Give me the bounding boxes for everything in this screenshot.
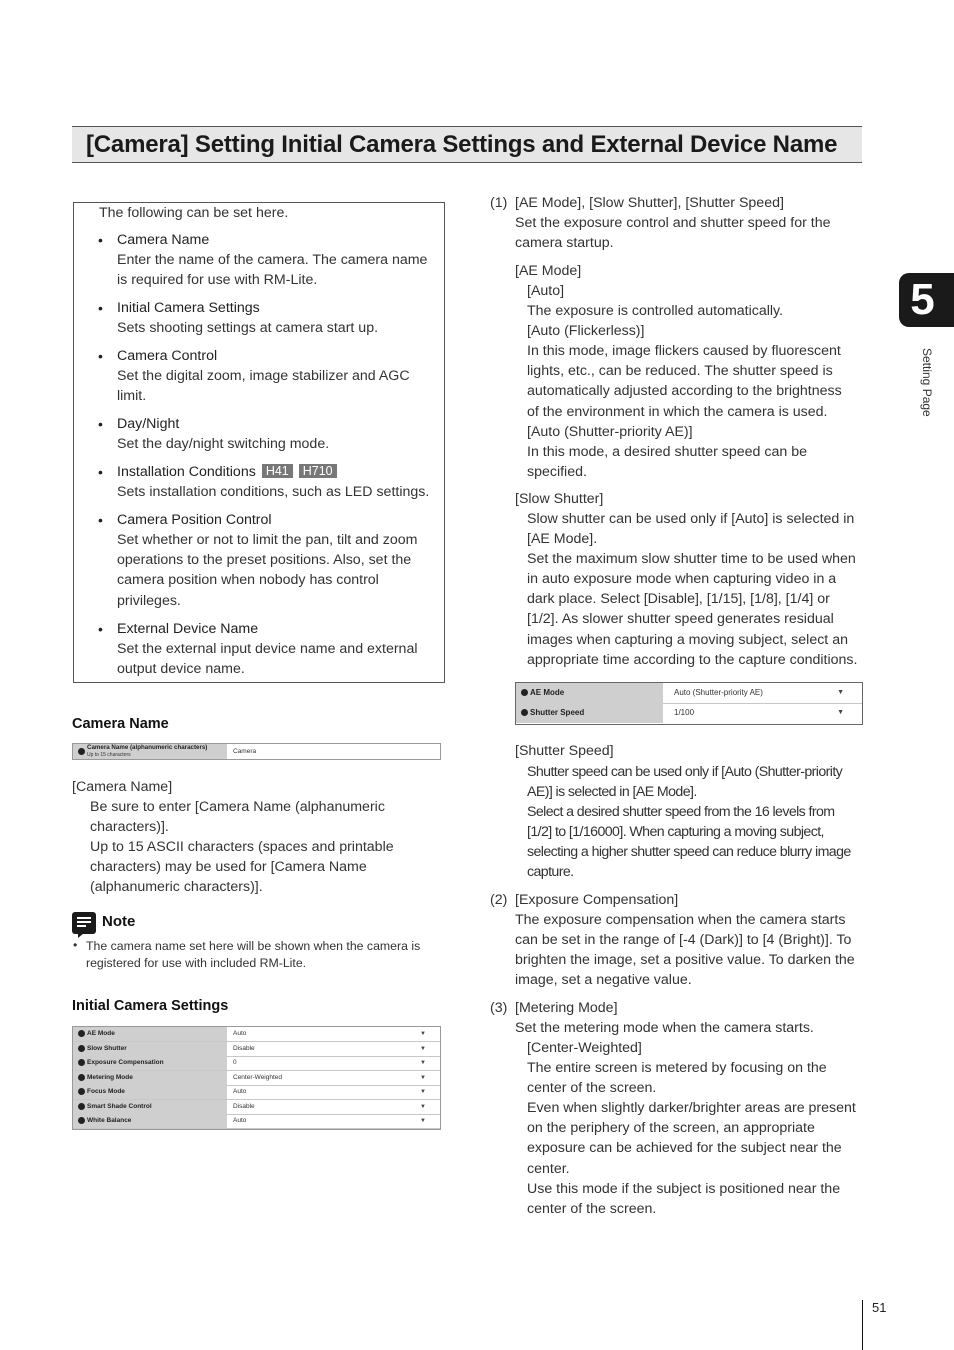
section-1-number: (1) xyxy=(490,195,508,211)
note-icon xyxy=(72,912,96,934)
info-icon xyxy=(78,1088,85,1095)
center-weighted-description: [Center-Weighted] The entire screen is metered by focusing on the center of the screen. Even when slightly darker/brighter areas are present on the periphery of the screen, an appropriate exposure can be achieved for the subject near the center. Use this mode if the subject is positioned near the center of the screen. xyxy=(527,1040,856,1217)
summary-item-title: Camera Control xyxy=(117,348,218,364)
summary-item-title: Camera Name xyxy=(117,232,210,248)
setting-row-shutter-speed[interactable]: Shutter Speed 1/100 ▼ xyxy=(516,703,862,723)
dropdown-arrow-icon: ▼ xyxy=(420,1118,426,1124)
info-icon xyxy=(78,748,85,755)
info-icon xyxy=(78,1045,85,1052)
info-icon xyxy=(78,1030,85,1037)
ae-mode-description: [Auto] The exposure is controlled automatically. [Auto (Flickerless)] In this mode, image flickers caused by fluorescent lights, etc., can be reduced. The shutter speed is automatically adjusted according to the brightness of the environment in which the camera is used. [Auto (Shutter-priority AE)] In this mode, a desired shutter speed can be specified. xyxy=(527,283,842,480)
chapter-label xyxy=(920,348,934,428)
info-icon xyxy=(78,1059,85,1066)
dropdown-arrow-icon: ▼ xyxy=(420,1045,426,1052)
camera-name-label: Camera Name (alphanumeric characters) xyxy=(87,744,208,751)
page-rule xyxy=(862,1300,863,1350)
section-3-title: [Metering Mode] xyxy=(515,1000,618,1016)
summary-item-title: Camera Position Control xyxy=(117,512,272,528)
section-2-title: [Exposure Compensation] xyxy=(515,892,679,908)
page-title: [Camera] Setting Initial Camera Settings and External Device Name xyxy=(86,131,838,158)
shutter-speed-title: [Shutter Speed] xyxy=(515,743,614,759)
note-text: The camera name set here will be shown when the camera is registered for use with included RM-Lite. xyxy=(86,939,421,970)
section-3-number: (3) xyxy=(490,1000,508,1016)
summary-item-title: Installation Conditions H41 H710 xyxy=(117,462,442,482)
section-2-number: (2) xyxy=(490,892,508,908)
section-1-title: [AE Mode], [Slow Shutter], [Shutter Speed] xyxy=(515,195,784,211)
section-2-description: The exposure compensation when the camera starts can be set in the range of [-4 (Dark)] to [4 (Bright)]. To brighten the image, set a positive value. To darken the image, set a negative value. xyxy=(515,912,855,989)
shutter-speed-description: Shutter speed can be used only if [Auto (Shutter-priority AE)] is selected in [AE Mode]. Select a desired shutter speed from the 16 levels from [1/2] to [1/16000]. When capturing a moving subject, selecting a higher shutter speed can reduce blurry image capture. xyxy=(527,764,851,881)
summary-item-desc: Enter the name of the camera. The camera name is required for use with RM-Lite. xyxy=(117,252,428,289)
chapter-tab xyxy=(899,273,954,327)
info-icon xyxy=(78,1117,85,1124)
initial-settings-heading: Initial Camera Settings xyxy=(72,998,229,1014)
bullet-icon: • xyxy=(98,621,103,637)
bullet-icon: • xyxy=(98,416,103,432)
dropdown-arrow-icon: ▼ xyxy=(420,1060,426,1066)
summary-item-title: External Device Name xyxy=(117,621,259,637)
setting-row-slow-shutter[interactable]: Slow Shutter Disable ▼ xyxy=(73,1042,440,1057)
setting-row-ae-mode[interactable]: AE Mode Auto (Shutter-priority AE) ▼ xyxy=(516,683,862,704)
summary-item-desc: Set whether or not to limit the pan, tilt and zoom operations to the preset positions. Also, set the camera position when nobody has control privileges. xyxy=(117,532,418,609)
info-icon xyxy=(78,1103,85,1110)
setting-row-ae-mode[interactable]: AE Mode Auto ▼ xyxy=(73,1027,440,1042)
chapter-label-text: Setting Page xyxy=(920,348,934,417)
summary-item-desc: Sets installation conditions, such as LED settings. xyxy=(117,484,430,500)
summary-item-desc: Set the digital zoom, image stabilizer and AGC limit. xyxy=(117,368,410,405)
chapter-number: 5 xyxy=(910,275,935,324)
slow-shutter-title: [Slow Shutter] xyxy=(515,491,604,507)
info-icon xyxy=(521,709,528,716)
section-1-description: Set the exposure control and shutter speed for the camera startup. xyxy=(515,215,831,252)
dropdown-arrow-icon: ▼ xyxy=(837,689,844,696)
setting-row-focus-mode[interactable]: Focus Mode Auto ▼ xyxy=(73,1085,440,1100)
camera-name-input[interactable]: Camera xyxy=(233,748,257,755)
camera-name-heading: Camera Name xyxy=(72,716,169,732)
dropdown-arrow-icon: ▼ xyxy=(420,1103,426,1110)
model-tag-h41: H41 xyxy=(262,464,293,478)
dropdown-arrow-icon: ▼ xyxy=(420,1074,426,1081)
initial-settings-panel xyxy=(72,1026,441,1130)
camera-name-panel xyxy=(72,743,441,760)
info-icon xyxy=(78,1074,85,1081)
setting-row-metering-mode[interactable]: Metering Mode Center-Weighted ▼ xyxy=(73,1071,440,1086)
ae-settings-panel xyxy=(515,682,863,725)
slow-shutter-description: Slow shutter can be used only if [Auto] is selected in [AE Mode]. Set the maximum slow shutter time to be used when in auto exposure mode when capturing video in a dark place. Select [Disable], [1/15], [1/8], [1/4] or [1/2]. As slower shutter speed generates residual images when capturing a moving subject, select an appropriate time according to the capture conditions. xyxy=(527,511,858,668)
dropdown-arrow-icon: ▼ xyxy=(420,1031,426,1037)
camera-name-param-title: [Camera Name] xyxy=(72,779,173,795)
summary-item-desc: Set the external input device name and external output device name. xyxy=(117,641,418,678)
camera-name-description: Be sure to enter [Camera Name (alphanumeric characters)]. Up to 15 ASCII characters (spaces and printable characters) may be used for [Camera Name (alphanumeric characters)]. xyxy=(90,799,394,896)
title-bar xyxy=(72,126,862,163)
dropdown-arrow-icon: ▼ xyxy=(837,709,844,716)
page-number: 51 xyxy=(872,1300,887,1315)
bullet-icon: • xyxy=(73,938,78,952)
setting-row-smart-shade-control[interactable]: Smart Shade Control Disable ▼ xyxy=(73,1100,440,1115)
bullet-icon: • xyxy=(98,512,103,528)
summary-item-desc: Set the day/night switching mode. xyxy=(117,436,330,452)
ae-mode-title: [AE Mode] xyxy=(515,263,582,279)
bullet-icon: • xyxy=(98,300,103,316)
dropdown-arrow-icon: ▼ xyxy=(420,1089,426,1095)
info-icon xyxy=(521,689,528,696)
section-3-description: Set the metering mode when the camera starts. xyxy=(515,1020,814,1036)
setting-row-exposure-compensation[interactable]: Exposure Compensation 0 ▼ xyxy=(73,1056,440,1071)
camera-name-label-cell xyxy=(73,744,227,759)
note-title: Note xyxy=(102,913,136,930)
summary-intro: The following can be set here. xyxy=(99,205,289,221)
model-tag-h710: H710 xyxy=(299,464,337,478)
setting-row-white-balance[interactable]: White Balance Auto ▼ xyxy=(73,1114,440,1129)
bullet-icon: • xyxy=(98,348,103,364)
camera-name-sublabel: Up to 15 characters xyxy=(87,752,131,758)
bullet-icon: • xyxy=(98,464,103,480)
summary-item-desc: Sets shooting settings at camera start up. xyxy=(117,320,379,336)
bullet-icon: • xyxy=(98,232,103,248)
summary-item-title: Initial Camera Settings xyxy=(117,300,260,316)
summary-item-title: Day/Night xyxy=(117,416,180,432)
summary-box xyxy=(73,202,445,683)
